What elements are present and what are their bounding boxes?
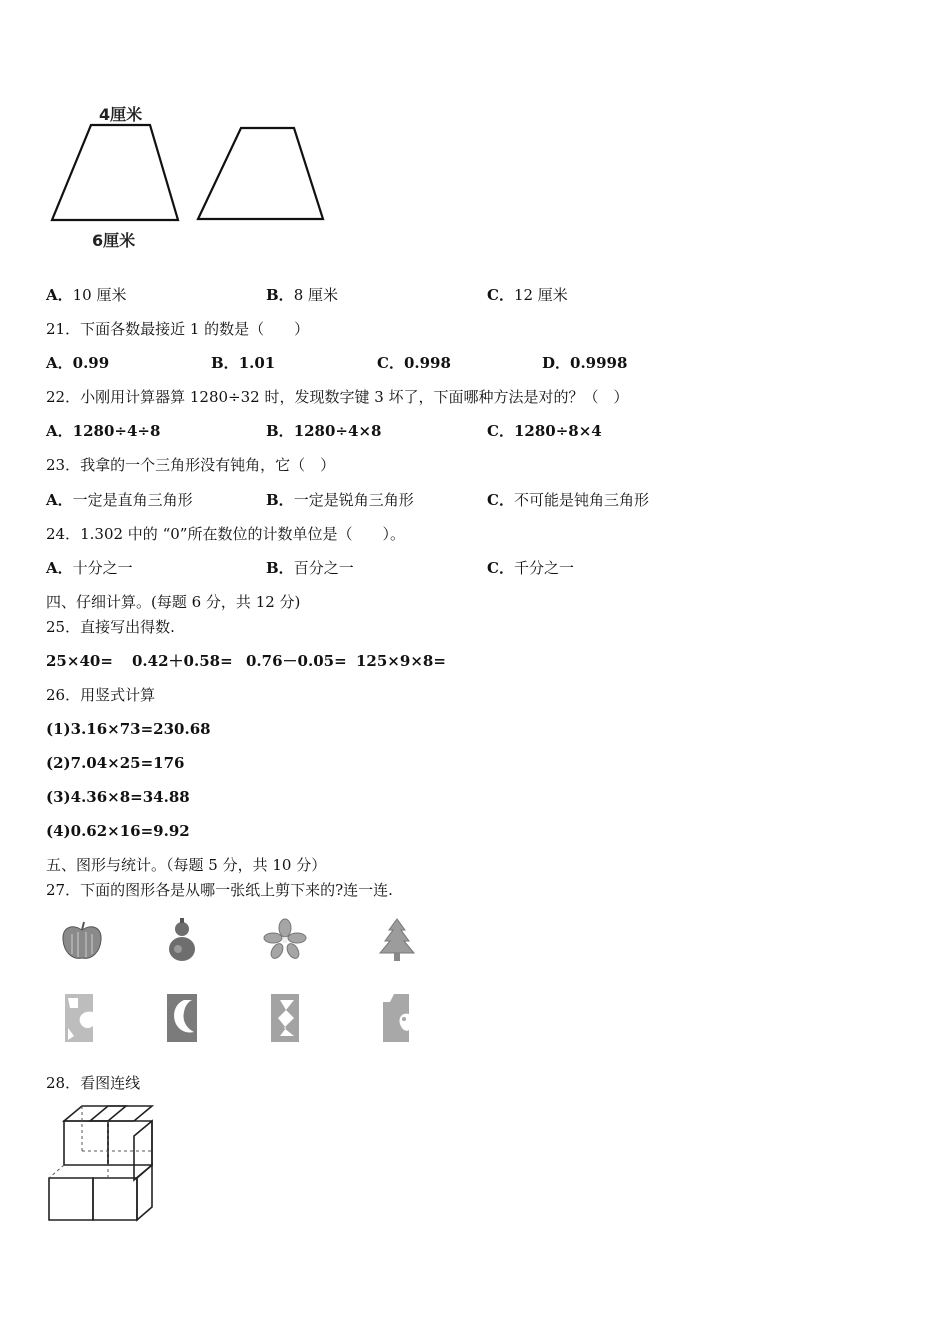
paper-hole-bite-icon [380, 992, 414, 1044]
q26-stem: 26．用竖式计算 [46, 686, 156, 704]
q26-item-3: (3)4.36×8=34.88 [46, 788, 190, 806]
section5-heading: 五、图形与统计。（每题 5 分，共 10 分） [46, 856, 327, 874]
gourd-shape-icon [162, 915, 202, 965]
paper-hole-leaf-icon [62, 992, 96, 1044]
q23-stem: 23．我拿的一个三角形没有钝角，它（ ） [46, 456, 336, 474]
trapezoid-top-label: 4厘米 [99, 105, 143, 124]
q20-option-c: C．12 厘米 [487, 286, 568, 304]
cube-stack-figure [44, 1103, 160, 1225]
q23-option-a: A．一定是直角三角形 [46, 491, 193, 509]
tree-shape-icon [376, 916, 418, 964]
q21-option-c: C．0.998 [377, 354, 451, 372]
q25-item: 0.76－0.05= [246, 652, 347, 670]
q22-stem: 22．小刚用计算器算 1280÷32 时，发现数字键 3 坏了，下面哪种方法是对的？（ ） [46, 388, 629, 406]
q22-option-a: A．1280÷4÷8 [46, 422, 161, 440]
q25-items [46, 651, 446, 671]
section4-heading: 四、仔细计算。(每题 6 分，共 12 分) [46, 593, 301, 611]
q26-item-2: (2)7.04×25=176 [46, 754, 185, 772]
q24-option-a: A．十分之一 [46, 559, 133, 577]
q21-option-d: D．0.9998 [542, 354, 628, 372]
q20-option-b: B．8 厘米 [266, 286, 338, 304]
apple-shape-icon [58, 918, 106, 964]
trapezoid-figure [40, 98, 340, 258]
q25-stem: 25．直接写出得数. [46, 618, 175, 636]
q25-item: 125×9×8= [356, 652, 446, 670]
q24-option-c: C．千分之一 [487, 559, 574, 577]
q23-option-b: B．一定是锐角三角形 [266, 491, 414, 509]
q21-stem: 21．下面各数最接近 1 的数是（ ） [46, 320, 310, 338]
q22-option-b: B．1280÷4×8 [266, 422, 382, 440]
q22-option-c: C．1280÷8×4 [487, 422, 602, 440]
q24-option-b: B．百分之一 [266, 559, 354, 577]
q23-option-c: C．不可能是钝角三角形 [487, 491, 649, 509]
paper-hole-zigzag-icon [268, 992, 302, 1044]
q21-option-a: A．0.99 [46, 354, 110, 372]
q27-stem: 27．下面的图形各是从哪一张纸上剪下来的?连一连. [46, 881, 393, 899]
q20-option-a: A．10 厘米 [46, 286, 127, 304]
q26-item-1: (1)3.16×73=230.68 [46, 720, 211, 738]
q25-item: 25×40= [46, 652, 113, 670]
q21-option-b: B．1.01 [211, 354, 276, 372]
q26-item-4: (4)0.62×16=9.92 [46, 822, 190, 840]
q24-stem: 24．1.302 中的 “0”所在数位的计数单位是（ ）。 [46, 525, 405, 543]
flower-shape-icon [262, 918, 308, 962]
q28-stem: 28．看图连线 [46, 1074, 141, 1092]
trapezoid-left [52, 125, 178, 220]
trapezoid-right [198, 128, 323, 219]
paper-hole-moon-icon [164, 992, 200, 1044]
trapezoid-bottom-label: 6厘米 [92, 231, 136, 250]
q25-item: 0.42＋0.58= [132, 652, 233, 670]
